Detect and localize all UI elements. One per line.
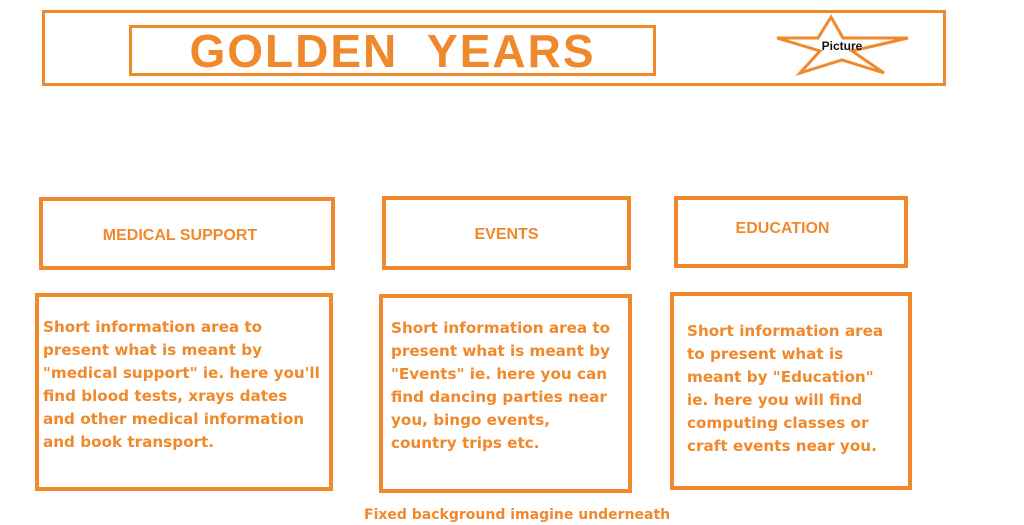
picture-placeholder (774, 14, 910, 76)
site-title-box[interactable] (129, 25, 656, 76)
category-events[interactable] (382, 196, 631, 270)
category-education[interactable] (674, 196, 908, 268)
info-description: Short information area to present what is meant by "Education" ie. here you will find computing classes or craft events near you. (687, 322, 884, 455)
category-label: MEDICAL SUPPORT (102, 226, 258, 244)
info-box-education (670, 292, 912, 490)
footer-note: Fixed background imagine underneath (364, 507, 671, 523)
category-label: EDUCATION (735, 220, 830, 237)
info-description: Short information area to present what is meant by "medical support" ie. here you'll find blood tests, xrays dates and other medical information and book transport. (43, 318, 320, 451)
picture-label: Picture (821, 39, 863, 53)
category-medical-support[interactable] (39, 197, 335, 270)
site-title: GOLDEN YEARS (189, 24, 596, 77)
info-box-events (379, 294, 632, 493)
category-label: EVENTS (474, 226, 539, 243)
info-description: Short information area to present what is meant by "Events" ie. here you can find dancing parties near you, bingo events, country trips etc. (391, 319, 611, 452)
info-box-medical-support (35, 293, 333, 491)
